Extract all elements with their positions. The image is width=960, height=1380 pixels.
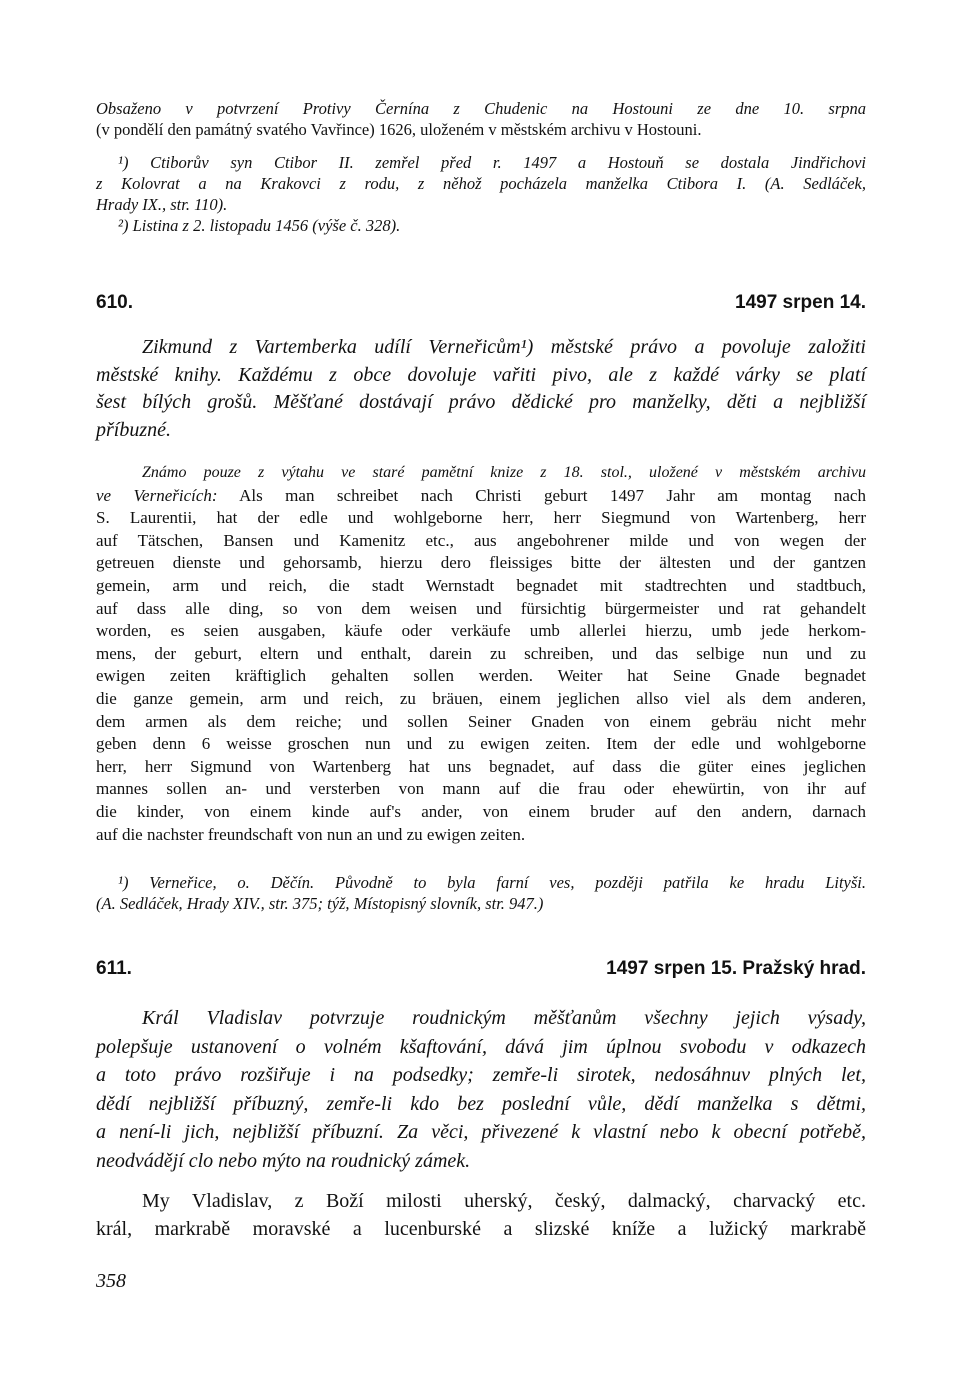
text-line: gemein, arm und reich, die stadt Wernstadt begnadet mit stadtrechten und stadtbuch,: [96, 575, 866, 595]
top-footnotes: [96, 152, 866, 236]
entry-date: 1497 srpen 14.: [735, 292, 866, 313]
entry-date: 1497 srpen 15. Pražský hrad.: [606, 958, 866, 979]
summary-line: šest bílých grošů. Měšťané dostávají právo dědické pro manželky, děti a nejbližší: [96, 391, 866, 413]
entry-number: 611.: [96, 958, 132, 979]
summary-line: Král Vladislav potvrzuje roudnickým měšťanům všechny jejich výsady,: [142, 1007, 866, 1029]
text-line: My Vladislav, z Boží milosti uherský, český, dalmacký, charvacký etc.: [142, 1190, 866, 1212]
footnote-line: (A. Sedláček, Hrady XIV., str. 375; týž, Místopisný slovník, str. 947.): [96, 894, 544, 913]
summary-line: a toto právo rozšiřuje i na podsedky; zemře-li sirotek, nedosáhnuv plných let,: [96, 1064, 866, 1087]
summary-line: městské knihy. Každému z obce dovoluje vařiti pivo, ale z každé várky se platí: [96, 363, 866, 386]
text-line: geben denn 6 weisse groschen nun und zu ewigen zeiten. Item der edle und wohlgeborne: [96, 734, 866, 754]
summary-line: příbuzné.: [96, 418, 171, 441]
footnote-line: ²) Listina z 2. listopadu 1456 (výše č. 328).: [118, 216, 401, 235]
summary-line: dědí nejbližší příbuzný, zemře-li kdo bez poslední vůle, dědí manželka s dětmi,: [96, 1092, 866, 1115]
entry-610-text: [96, 462, 866, 846]
text-line: herr, herr Sigmund von Wartenberg hat uns begnadet, auf dass die güter eines jeglichen: [96, 756, 866, 776]
entry-611-text: [96, 1187, 866, 1243]
source-note: Známo pouze z výtahu ve staré pamětní knize z 18. stol., uložené v městském archivu: [142, 464, 866, 481]
footnote-line: ¹) Verneřice, o. Děčín. Původně to byla farní ves, později patřila ke hradu Lityši.: [118, 873, 866, 892]
summary-line: Zikmund z Vartemberka udílí Verneřicům¹) městské právo a povoluje založiti: [142, 336, 866, 358]
footnote-line: z Kolovrat a na Krakovci z rodu, z něhož pocházela manželka Ctibora I. (A. Sedláček,: [96, 174, 866, 193]
text-line: auf dass alle ding, so von dem weisen und fürsichtig bürgermeister und rat gehandelt: [96, 598, 866, 618]
text-line: mannes sollen an- und versterben von mann auf die frau oder ehewürtin, von ihr auf: [96, 779, 866, 799]
text-line: král, markrabě moravské a lucenburské a slizské kníže a lužický markrabě: [96, 1218, 866, 1240]
text-line: ve Verneřicích: Als man schreibet nach Christi geburt 1497 Jahr am montag nach: [96, 485, 866, 505]
summary-line: a není-li jich, nejbližší příbuzní. Za věci, přivezené k vlastní nebo k obecní potřebě,: [96, 1121, 866, 1144]
text-line: ewigen zeiten kräftiglich gehalten sollen werden. Weiter hat Seine Gnade begnadet: [96, 666, 866, 686]
text-line: auf Tätschen, Bansen und Kamenitz etc., aus angebohrener milde und von wegen der: [96, 530, 866, 550]
text-line: dem armen als dem reiche; und sollen Seiner Gnaden von einem gebräu nicht mehr: [96, 711, 866, 731]
entry-610-footnote: [96, 872, 866, 914]
summary-line: polepšuje ustanovení o volném kšaftování, dává jim úplnou svobodu v odkazech: [96, 1035, 866, 1058]
text-line: S. Laurentii, hat der edle und wohlgeborne herr, herr Siegmund von Wartenberg, herr: [96, 508, 866, 528]
top-note: [96, 98, 866, 140]
text-line: getreuen dienste und gehorsamb, hierzu dero fleissiges bitte der ältesten und der gantzen: [96, 553, 866, 573]
entry-610-summary: [96, 334, 866, 444]
entry-611-summary: [96, 1004, 866, 1176]
footnote-line: ¹) Ctiborův syn Ctibor II. zemřel před r. 1497 a Hostouň se dostala Jindřichovi: [118, 153, 866, 172]
text-line: die kinder, von einem kinde auf's ander, von einem bruder auf den andern, darnach: [96, 801, 866, 821]
text-line: worden, es seien ausgaben, käufe oder verkäufe umb allerlei hierzu, umb jede herkom-: [96, 621, 866, 641]
text-line: die ganze gemein, arm und reich, zu bräuen, einem jeglichen allso viel als dem anderen,: [96, 688, 866, 708]
footnote-line: Hrady IX., str. 110).: [96, 195, 228, 214]
text-line: mens, der geburt, eltern und enthalt, darein zu schreiben, und das selbige nun und zu: [96, 643, 866, 663]
page-number: 358: [96, 1270, 126, 1292]
top-note-line: Obsaženo v potvrzení Protivy Černína z Chudenic na Hostouni ze dne 10. srpna: [96, 99, 866, 118]
entry-number: 610.: [96, 292, 133, 313]
text-line: auf die nachster freundschaft von nun an und zu ewigen zeiten.: [96, 824, 526, 844]
summary-line: neodvádějí clo nebo mýto na roudnický zámek.: [96, 1149, 471, 1172]
top-note-line: (v pondělí den památný svatého Vavřince) 1626, uloženém v městském archivu v Hostouni.: [96, 120, 702, 139]
